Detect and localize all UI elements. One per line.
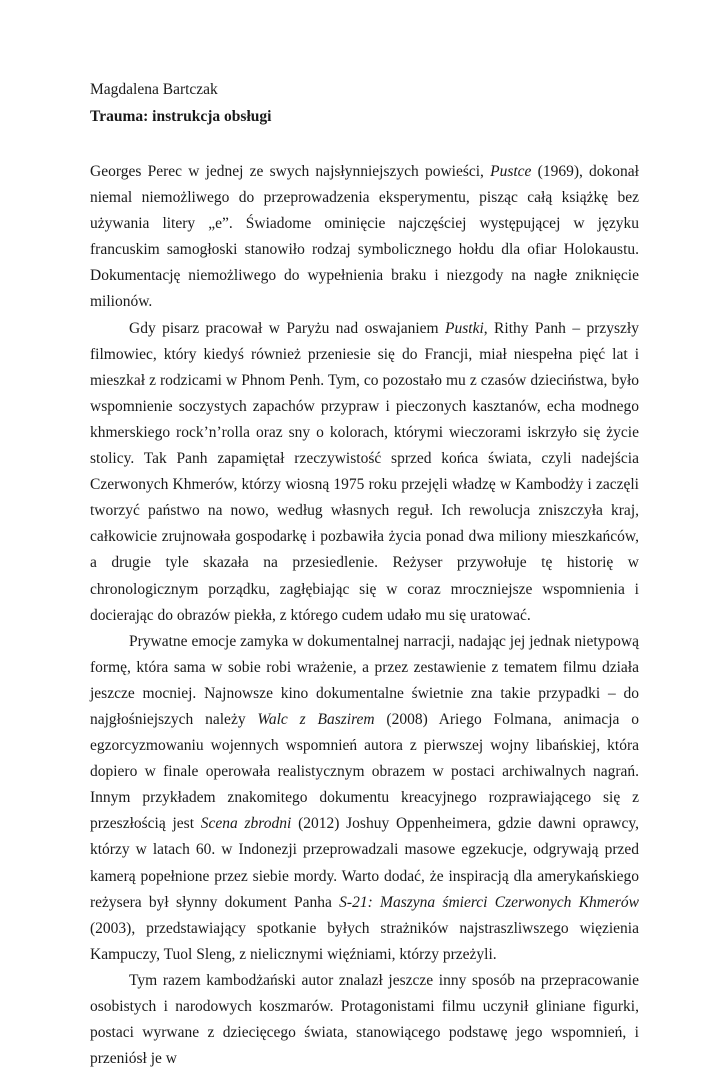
author-name: Magdalena Bartczak xyxy=(90,81,218,98)
italic-title-text: Pustce xyxy=(490,163,532,180)
paragraph-text: , Rithy Panh – przyszły filmowiec, który kiedyś również przeniesie się do Francji, miał niespełna pięć lat i mieszkał z rodzicami w Phnom Penh. Tym, co pozostało mu z czasów dzieciństwa, było wspomnienie soczystych zapachów przypraw i pieczonych kasztanów, echa modnego khmerskiego rock’n’rolla oraz sny o kolorach, którymi wieczorami iskrzyło się życie stolicy. Tak Panh zapamiętał rzeczywistość sprzed końca świata, czyli nadejścia Czerwonych Khmerów, którzy wiosną 1975 roku przejęli władzę w Kambodży i zaczęli tworzyć państwo na nowo, według własnych reguł. Ich rewolucja zniszczyła kraj, całkowicie zrujnowała gospodarkę i pozbawiła życia ponad dwa miliony mieszkańców, a drugie tyle skazała na przesiedlenie. Reżyser przywołuje tę historię w chronologicznym porządku, zagłębiając się w coraz mroczniejsze wspomnienia i docierając do obrazów piekła, z którego cudem udało mu się uratować. xyxy=(90,319,639,624)
paragraph-text: (1969), dokonał niemal niemożliwego do przeprowadzenia eksperymentu, pisząc całą książkę bez używania litery „e”. Świadome ominięcie najczęściej występującej w języku francuskim samogłoski stanowiło rodzaj symbolicznego hołdu dla ofiar Holokaustu. Dokumentację niemożliwego do wypełnienia braku i niezgody na nagłe zniknięcie milionów. xyxy=(90,163,639,311)
italic-title-text: Walc z Baszirem xyxy=(257,710,375,728)
paragraph-text: (2012) Joshuy Oppenheimera, gdzie dawni oprawcy, którzy w latach 60. w Indonezji przeprowadzali masowe egzekucje, odgrywają przed kamerą popełnione przez siebie mordy. Warto dodać, że inspiracją dla amerykańskiego reżysera był słynny dokument Panha xyxy=(90,815,639,911)
paragraph-text: Tym razem kambodżański autor znalazł jeszcze inny sposób na przepracowanie osobistych i narodowych koszmarów. Protagonistami filmu uczynił gliniane figurki, postaci wyrwane z dziecięcego świata, stanowiącego podstawę jego wspomnień, i przeniósł je w xyxy=(90,971,639,1068)
paragraph xyxy=(90,968,639,1072)
document-page xyxy=(90,80,639,1072)
italic-title-text: S-21: Maszyna śmierci Czerwonych Khmerów xyxy=(339,893,640,911)
paragraph-text: Prywatne emocje zamyka w dokumentalnej narracji, nadając jej jednak nietypową formę, która sama w sobie robi wrażenie, a przez zestawienie z tematem filmu działa jeszcze mocniej. Najnowsze kino dokumentalne świetnie zna takie przypadki – do najgłośniejszych należy xyxy=(90,632,639,728)
italic-title-text: Scena zbrodni xyxy=(200,815,292,833)
paragraph-text: (2008) Ariego Folmana, animacja o egzorcyzmowaniu wojennych wspomnień autora z pierwszej wojny libańskiej, która dopiero w finale operowała realistycznym obrazem w postaci archiwalnych nagrań. Innym przykładem znakomitego dokumentu kreacyjnego rozprawiającego się z przeszłością jest xyxy=(90,710,639,833)
article-title: Trauma: instrukcja obsługi xyxy=(90,108,272,125)
paragraph-text: (2003), przedstawiający spotkanie byłych strażników najstraszliwszego więzienia Kampuczy, Tuol Sleng, z nielicznymi więźniami, którzy przeżyli. xyxy=(90,919,639,963)
paragraph xyxy=(90,316,639,629)
article-body xyxy=(90,159,639,1072)
paragraph-text: Gdy pisarz pracował w Paryżu nad oswajaniem xyxy=(129,319,446,337)
paragraph xyxy=(90,629,639,968)
paragraph xyxy=(90,159,639,316)
paragraph-text: Georges Perec w jednej ze swych najsłynniejszych powieści, xyxy=(90,163,491,180)
italic-title-text: Pustki xyxy=(445,319,484,337)
